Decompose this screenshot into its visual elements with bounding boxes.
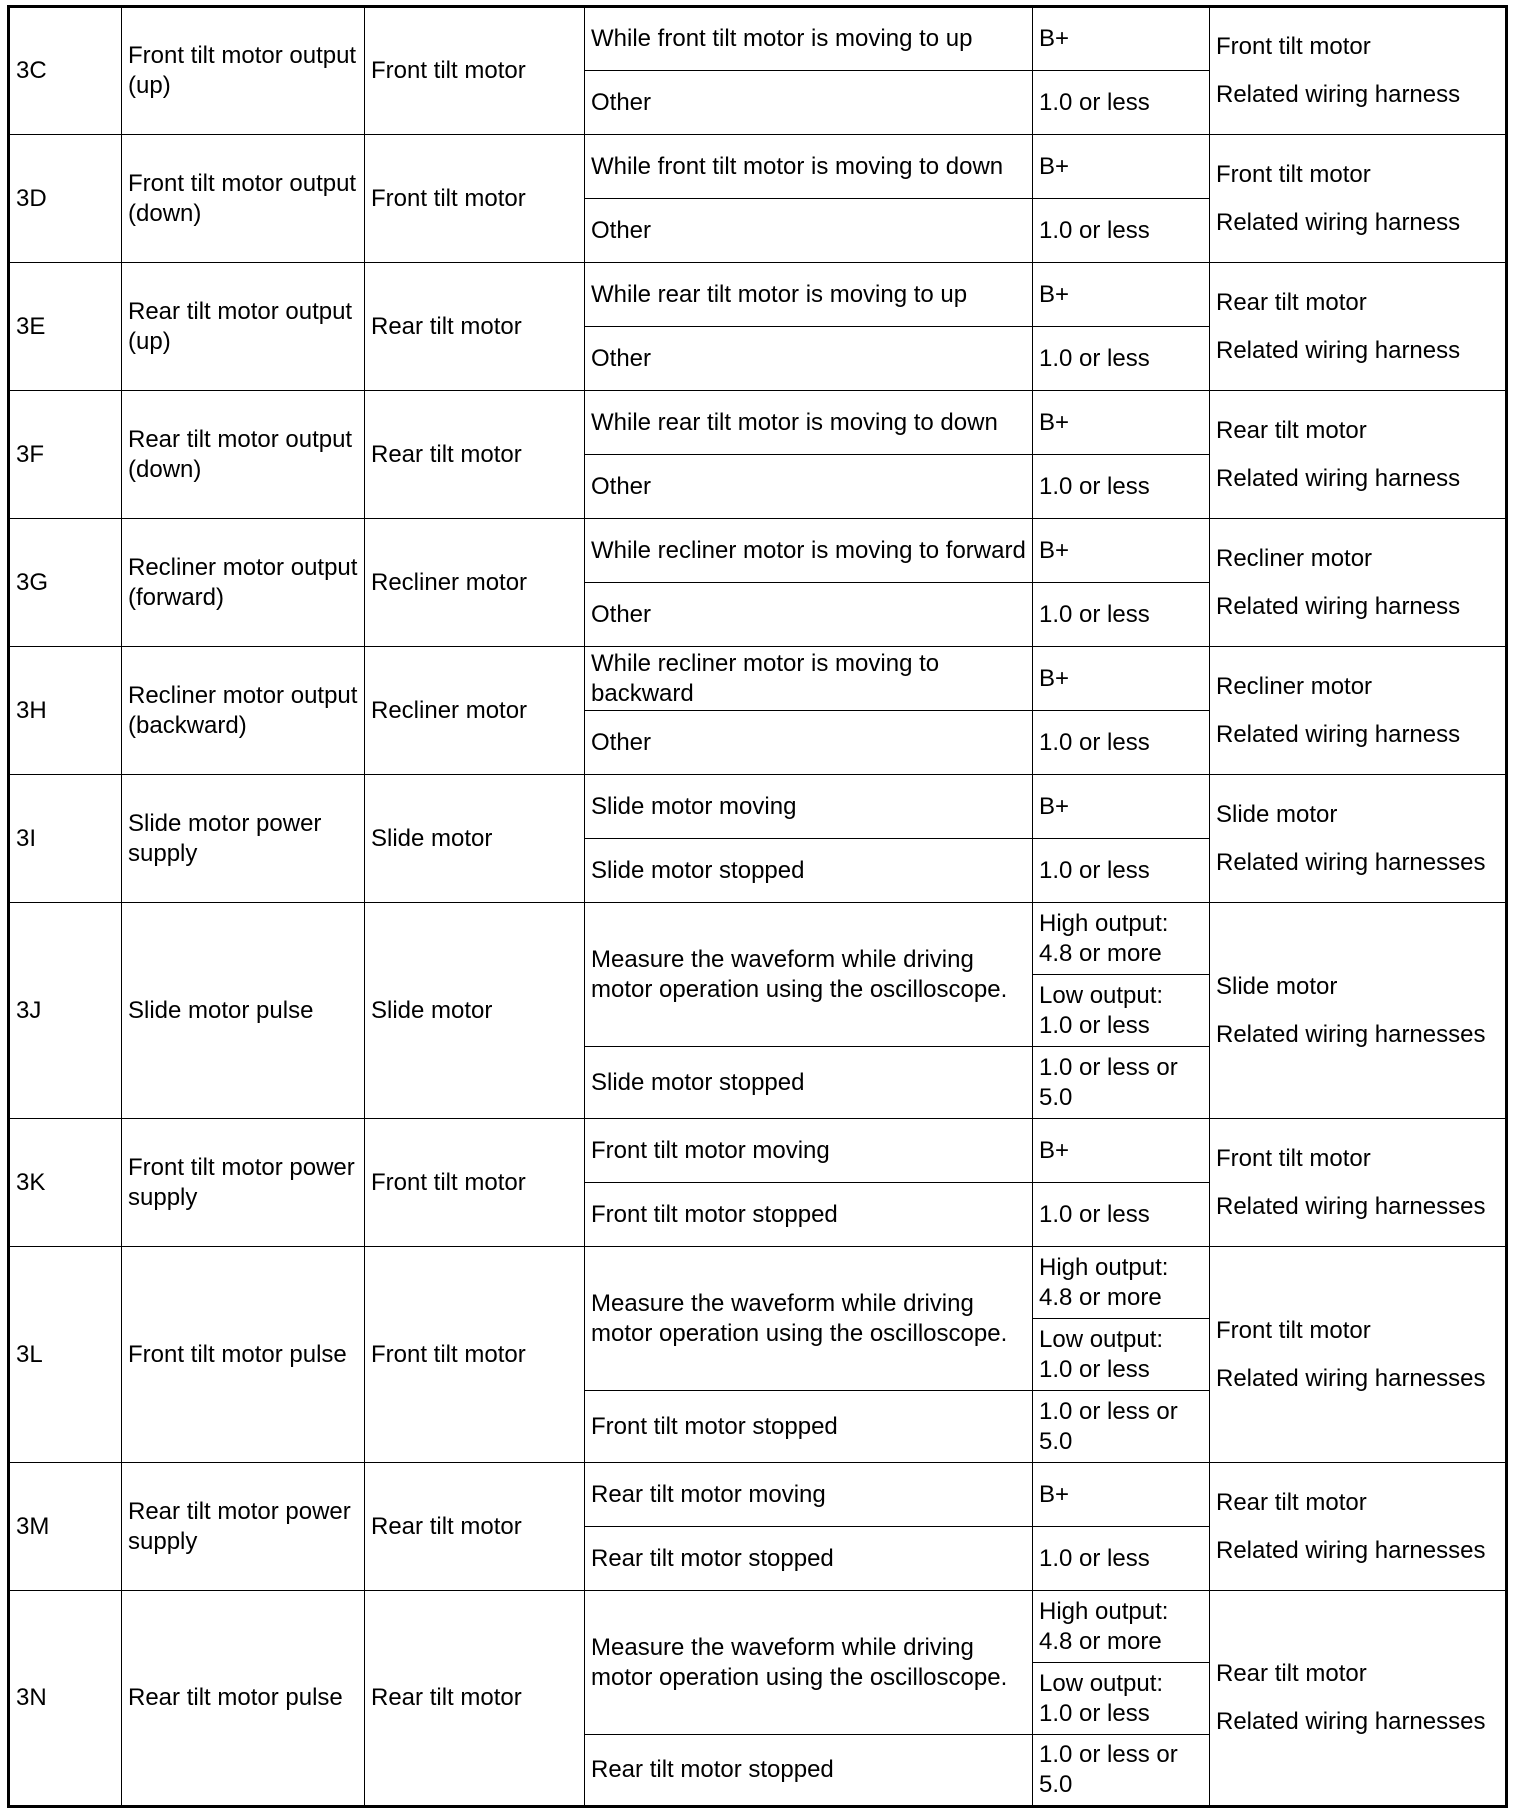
standard-value: 1.0 or less [1033, 199, 1210, 263]
destination: Front tilt motor [365, 7, 585, 135]
terminal-row-3k [9, 1119, 1507, 1183]
check-items-cell [1210, 391, 1507, 519]
condition: While rear tilt motor is moving to down [585, 391, 1033, 455]
signal-name: Slide motor power supply [122, 775, 365, 903]
check-items-cell [1210, 1119, 1507, 1247]
terminal-spec-table [7, 5, 1508, 1808]
check-item: Related wiring harnesses [1216, 1364, 1499, 1394]
waveform-condition: Measure the waveform while driving motor operation using the oscilloscope. [585, 903, 1033, 1047]
check-items-list [1216, 672, 1499, 750]
condition: While recliner motor is moving to forward [585, 519, 1033, 583]
terminal-row-3c [9, 7, 1507, 71]
terminal-code: 3H [9, 647, 122, 775]
check-item: Slide motor [1216, 800, 1499, 830]
terminal-row-3e [9, 263, 1507, 327]
destination: Recliner motor [365, 519, 585, 647]
standard-value: B+ [1033, 263, 1210, 327]
destination: Front tilt motor [365, 135, 585, 263]
low-output-value: Low output: 1.0 or less [1033, 1663, 1210, 1735]
check-items-cell [1210, 7, 1507, 135]
destination: Rear tilt motor [365, 263, 585, 391]
condition: Other [585, 71, 1033, 135]
standard-value: B+ [1033, 775, 1210, 839]
check-items-list [1216, 288, 1499, 366]
check-items-list [1216, 32, 1499, 110]
destination: Front tilt motor [365, 1247, 585, 1463]
condition: Slide motor moving [585, 775, 1033, 839]
check-item: Related wiring harness [1216, 336, 1499, 366]
check-item: Rear tilt motor [1216, 416, 1499, 446]
destination: Recliner motor [365, 647, 585, 775]
standard-value: B+ [1033, 7, 1210, 71]
condition: Other [585, 711, 1033, 775]
standard-value: 1.0 or less or 5.0 [1033, 1047, 1210, 1119]
condition: While front tilt motor is moving to up [585, 7, 1033, 71]
condition: Rear tilt motor moving [585, 1463, 1033, 1527]
standard-value: B+ [1033, 391, 1210, 455]
condition: Rear tilt motor stopped [585, 1735, 1033, 1807]
check-item: Related wiring harness [1216, 208, 1499, 238]
check-item: Rear tilt motor [1216, 288, 1499, 318]
condition: While rear tilt motor is moving to up [585, 263, 1033, 327]
check-items-list [1216, 1316, 1499, 1394]
condition: Other [585, 583, 1033, 647]
check-item: Related wiring harness [1216, 80, 1499, 110]
check-item: Recliner motor [1216, 672, 1499, 702]
terminal-code: 3G [9, 519, 122, 647]
signal-name: Rear tilt motor output (up) [122, 263, 365, 391]
signal-name: Front tilt motor output (up) [122, 7, 365, 135]
signal-name: Rear tilt motor power supply [122, 1463, 365, 1591]
condition: While front tilt motor is moving to down [585, 135, 1033, 199]
high-output-value: High output: 4.8 or more [1033, 1591, 1210, 1663]
standard-value: 1.0 or less or 5.0 [1033, 1735, 1210, 1807]
destination: Slide motor [365, 775, 585, 903]
check-items-list [1216, 1488, 1499, 1566]
condition: While recliner motor is moving to backward [585, 647, 1033, 711]
check-item: Related wiring harnesses [1216, 1192, 1499, 1222]
condition: Front tilt motor moving [585, 1119, 1033, 1183]
signal-name: Recliner motor output (forward) [122, 519, 365, 647]
destination: Front tilt motor [365, 1119, 585, 1247]
condition: Rear tilt motor stopped [585, 1527, 1033, 1591]
low-output-value: Low output: 1.0 or less [1033, 975, 1210, 1047]
terminal-row-3f [9, 391, 1507, 455]
condition: Front tilt motor stopped [585, 1391, 1033, 1463]
check-items-cell [1210, 135, 1507, 263]
terminal-code: 3E [9, 263, 122, 391]
check-item: Related wiring harness [1216, 720, 1499, 750]
terminal-code: 3J [9, 903, 122, 1119]
check-item: Front tilt motor [1216, 160, 1499, 190]
check-items-list [1216, 544, 1499, 622]
check-item: Slide motor [1216, 972, 1499, 1002]
condition: Other [585, 199, 1033, 263]
check-items-list [1216, 1144, 1499, 1222]
standard-value: B+ [1033, 647, 1210, 711]
standard-value: 1.0 or less [1033, 455, 1210, 519]
terminal-row-3l [9, 1247, 1507, 1319]
condition: Slide motor stopped [585, 1047, 1033, 1119]
check-items-cell [1210, 263, 1507, 391]
standard-value: 1.0 or less [1033, 1527, 1210, 1591]
standard-value: 1.0 or less [1033, 327, 1210, 391]
terminal-row-3h [9, 647, 1507, 711]
signal-name: Rear tilt motor pulse [122, 1591, 365, 1807]
terminal-row-3d [9, 135, 1507, 199]
signal-name: Front tilt motor pulse [122, 1247, 365, 1463]
terminal-code: 3N [9, 1591, 122, 1807]
signal-name: Front tilt motor power supply [122, 1119, 365, 1247]
standard-value: B+ [1033, 1119, 1210, 1183]
check-item: Related wiring harness [1216, 464, 1499, 494]
condition: Other [585, 327, 1033, 391]
standard-value: 1.0 or less [1033, 71, 1210, 135]
terminal-code: 3C [9, 7, 122, 135]
check-item: Rear tilt motor [1216, 1659, 1499, 1689]
standard-value: 1.0 or less [1033, 711, 1210, 775]
check-items-cell [1210, 775, 1507, 903]
terminal-row-3m [9, 1463, 1507, 1527]
waveform-condition: Measure the waveform while driving motor operation using the oscilloscope. [585, 1247, 1033, 1391]
standard-value: 1.0 or less [1033, 839, 1210, 903]
check-item: Front tilt motor [1216, 1144, 1499, 1174]
standard-value: 1.0 or less [1033, 1183, 1210, 1247]
terminal-code: 3K [9, 1119, 122, 1247]
terminal-row-3j [9, 903, 1507, 975]
check-items-cell [1210, 1247, 1507, 1463]
condition: Front tilt motor stopped [585, 1183, 1033, 1247]
signal-name: Front tilt motor output (down) [122, 135, 365, 263]
terminal-row-3n [9, 1591, 1507, 1663]
waveform-condition: Measure the waveform while driving motor operation using the oscilloscope. [585, 1591, 1033, 1735]
terminal-spec-body [9, 7, 1507, 1807]
standard-value: B+ [1033, 135, 1210, 199]
destination: Slide motor [365, 903, 585, 1119]
check-item: Related wiring harnesses [1216, 1707, 1499, 1737]
check-items-cell [1210, 647, 1507, 775]
check-items-list [1216, 416, 1499, 494]
check-items-cell [1210, 519, 1507, 647]
standard-value: B+ [1033, 519, 1210, 583]
condition: Slide motor stopped [585, 839, 1033, 903]
check-items-list [1216, 1659, 1499, 1737]
check-item: Recliner motor [1216, 544, 1499, 574]
high-output-value: High output: 4.8 or more [1033, 1247, 1210, 1319]
terminal-code: 3F [9, 391, 122, 519]
terminal-code: 3M [9, 1463, 122, 1591]
standard-value: B+ [1033, 1463, 1210, 1527]
destination: Rear tilt motor [365, 1591, 585, 1807]
signal-name: Slide motor pulse [122, 903, 365, 1119]
check-item: Related wiring harness [1216, 592, 1499, 622]
standard-value: 1.0 or less or 5.0 [1033, 1391, 1210, 1463]
check-items-cell [1210, 903, 1507, 1119]
standard-value: 1.0 or less [1033, 583, 1210, 647]
check-items-list [1216, 800, 1499, 878]
terminal-code: 3D [9, 135, 122, 263]
condition: Other [585, 455, 1033, 519]
check-items-list [1216, 160, 1499, 238]
check-item: Related wiring harnesses [1216, 1020, 1499, 1050]
check-item: Front tilt motor [1216, 1316, 1499, 1346]
check-items-list [1216, 972, 1499, 1050]
check-items-cell [1210, 1591, 1507, 1807]
terminal-row-3g [9, 519, 1507, 583]
terminal-code: 3L [9, 1247, 122, 1463]
check-item: Front tilt motor [1216, 32, 1499, 62]
low-output-value: Low output: 1.0 or less [1033, 1319, 1210, 1391]
signal-name: Recliner motor output (backward) [122, 647, 365, 775]
destination: Rear tilt motor [365, 1463, 585, 1591]
check-item: Related wiring harnesses [1216, 1536, 1499, 1566]
signal-name: Rear tilt motor output (down) [122, 391, 365, 519]
check-item: Rear tilt motor [1216, 1488, 1499, 1518]
terminal-code: 3I [9, 775, 122, 903]
check-item: Related wiring harnesses [1216, 848, 1499, 878]
check-items-cell [1210, 1463, 1507, 1591]
high-output-value: High output: 4.8 or more [1033, 903, 1210, 975]
terminal-row-3i [9, 775, 1507, 839]
destination: Rear tilt motor [365, 391, 585, 519]
